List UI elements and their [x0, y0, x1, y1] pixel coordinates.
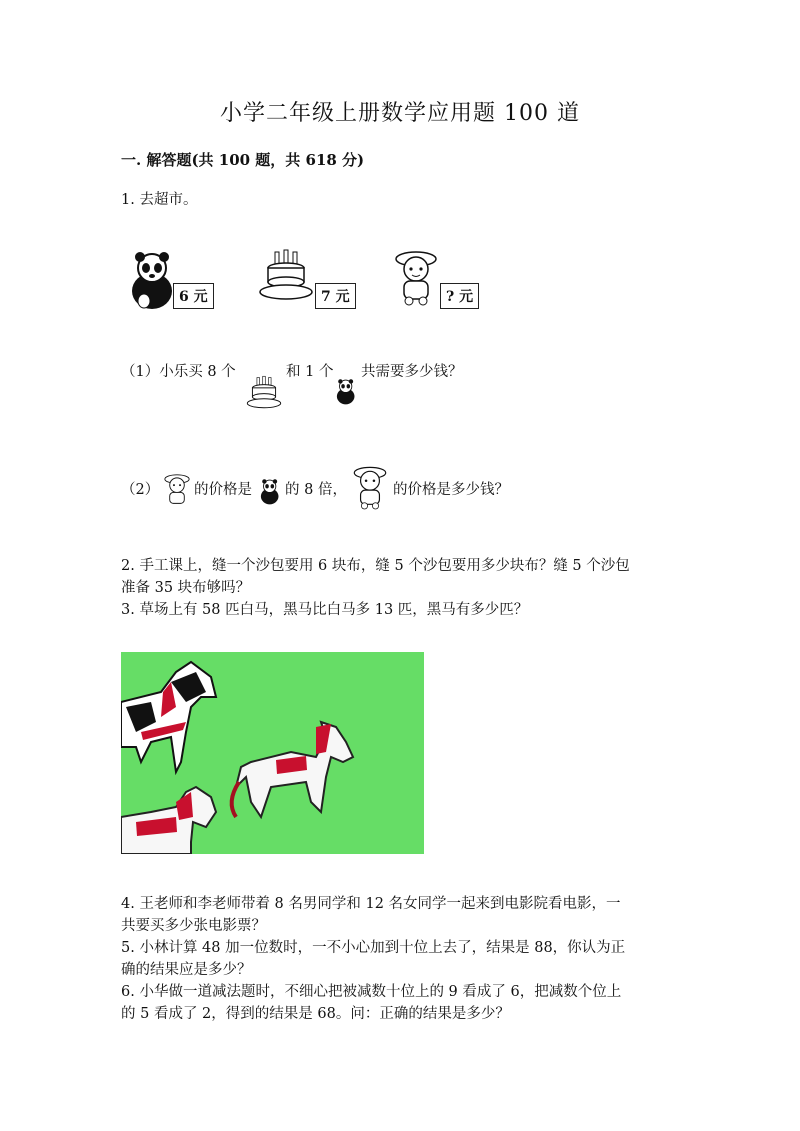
black-horse-figure [121, 662, 216, 772]
q1-sub1-part3: 共需要多少钱？ [361, 364, 463, 380]
doll-item [394, 249, 438, 309]
q1-sub2-part2: 的价格是 [194, 482, 252, 498]
question-6 [121, 981, 681, 1025]
question-4-line1: 4. 王老师和李老师带着 8 名男同学和 12 名女同学一起来到电影院看电影，一 [121, 896, 621, 912]
doll-icon-small [163, 473, 191, 511]
doll-icon-medium [352, 465, 388, 513]
question-2-line2: 准备 35 块布够吗？ [121, 580, 251, 596]
question-4-line2: 共要买多少张电影票？ [121, 918, 266, 934]
cake-item [258, 250, 314, 306]
q1-sub2-part1: （2） [121, 482, 160, 498]
question-5-line2: 确的结果应是多少？ [121, 962, 252, 978]
panda-price-tag: 6 元 [173, 283, 214, 309]
q1-sub2-part4: 的价格是多少钱？ [393, 482, 509, 498]
doll-icon [394, 249, 438, 305]
panda-icon-small [336, 376, 358, 412]
panda-icon-small-2 [260, 475, 282, 513]
q1-sub1-part1: （1）小乐买 8 个 [121, 364, 236, 380]
q1-sub2-part3: 的 8 倍， [285, 482, 347, 498]
question-4 [121, 893, 681, 937]
question-2 [121, 555, 681, 599]
section-heading: 一. 解答题(共 100 题，共 618 分) [121, 151, 365, 169]
cake-icon-small [246, 376, 282, 414]
question-5 [121, 937, 681, 981]
page-title: 小学二年级上册数学应用题 100 道 [220, 101, 580, 126]
question-2-line1: 2. 手工课上，缝一个沙包要用 6 块布，缝 5 个沙包要用多少块布？缝 5 个沙包 [121, 558, 630, 574]
question-1-stem: 1. 去超市。 [121, 192, 198, 208]
horses-illustration [121, 652, 424, 854]
doll-price-tag: ? 元 [440, 283, 479, 309]
question-6-line1: 6. 小华做一道减法题时，不细心把被减数十位上的 9 看成了 6，把减数个位上 [121, 984, 622, 1000]
question-5-line1: 5. 小林计算 48 加一位数时，一不小心加到十位上去了，结果是 88，你认为正 [121, 940, 626, 956]
question-3: 3. 草场上有 58 匹白马，黑马比白马多 13 匹，黑马有多少匹？ [121, 602, 529, 618]
q1-sub1-part2: 和 1 个 [286, 364, 334, 380]
question-6-line2: 的 5 看成了 2，得到的结果是 68。问：正确的结果是多少？ [121, 1006, 510, 1022]
white-horse-figure-2 [121, 787, 216, 854]
cake-price-tag: 7 元 [315, 283, 356, 309]
cake-icon [258, 250, 314, 302]
white-horse-figure-1 [232, 722, 353, 817]
